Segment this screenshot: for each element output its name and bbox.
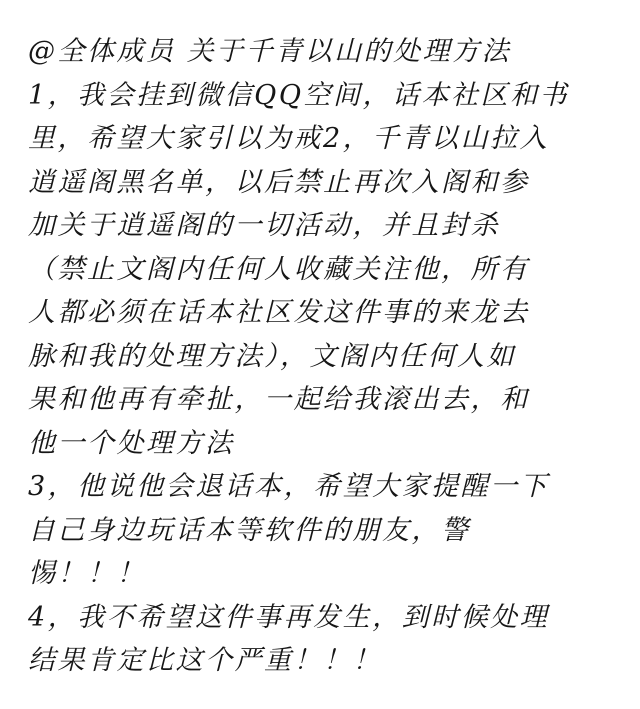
text-line: 他一个处理方法 xyxy=(28,427,235,459)
text-line: 3，他说他会退话本，希望大家提醒一下 xyxy=(28,471,550,502)
text-line: 加关于逍遥阁的一切活动，并且封杀 xyxy=(28,210,500,241)
text-line: （禁止文阁内任何人收藏关注他，所有 xyxy=(28,253,530,285)
text-line: 人都必须在话本社区发这件事的来龙去 xyxy=(28,297,530,328)
text-line: 结果肯定比这个严重！！！ xyxy=(28,645,382,676)
text-line: 1，我会挂到微信QQ空间，话本社区和书 xyxy=(28,79,569,111)
announcement-text xyxy=(28,30,618,683)
text-line: 脉和我的处理方法），文阁内任何人如 xyxy=(28,340,516,372)
text-line: 自己身边玩话本等软件的朋友，警 xyxy=(28,514,471,546)
text-line: 惕！！！ xyxy=(28,558,146,589)
text-line: 逍遥阁黑名单，以后禁止再次入阁和参 xyxy=(28,166,530,198)
text-line: 果和他再有牵扯，一起给我滚出去，和 xyxy=(28,384,530,415)
text-line: 4，我不希望这件事再发生，到时候处理 xyxy=(28,601,550,633)
text-line: 里，希望大家引以为戒2，千青以山拉入 xyxy=(28,123,550,154)
text-line: @全体成员 关于千青以山的处理方法 xyxy=(28,36,512,67)
